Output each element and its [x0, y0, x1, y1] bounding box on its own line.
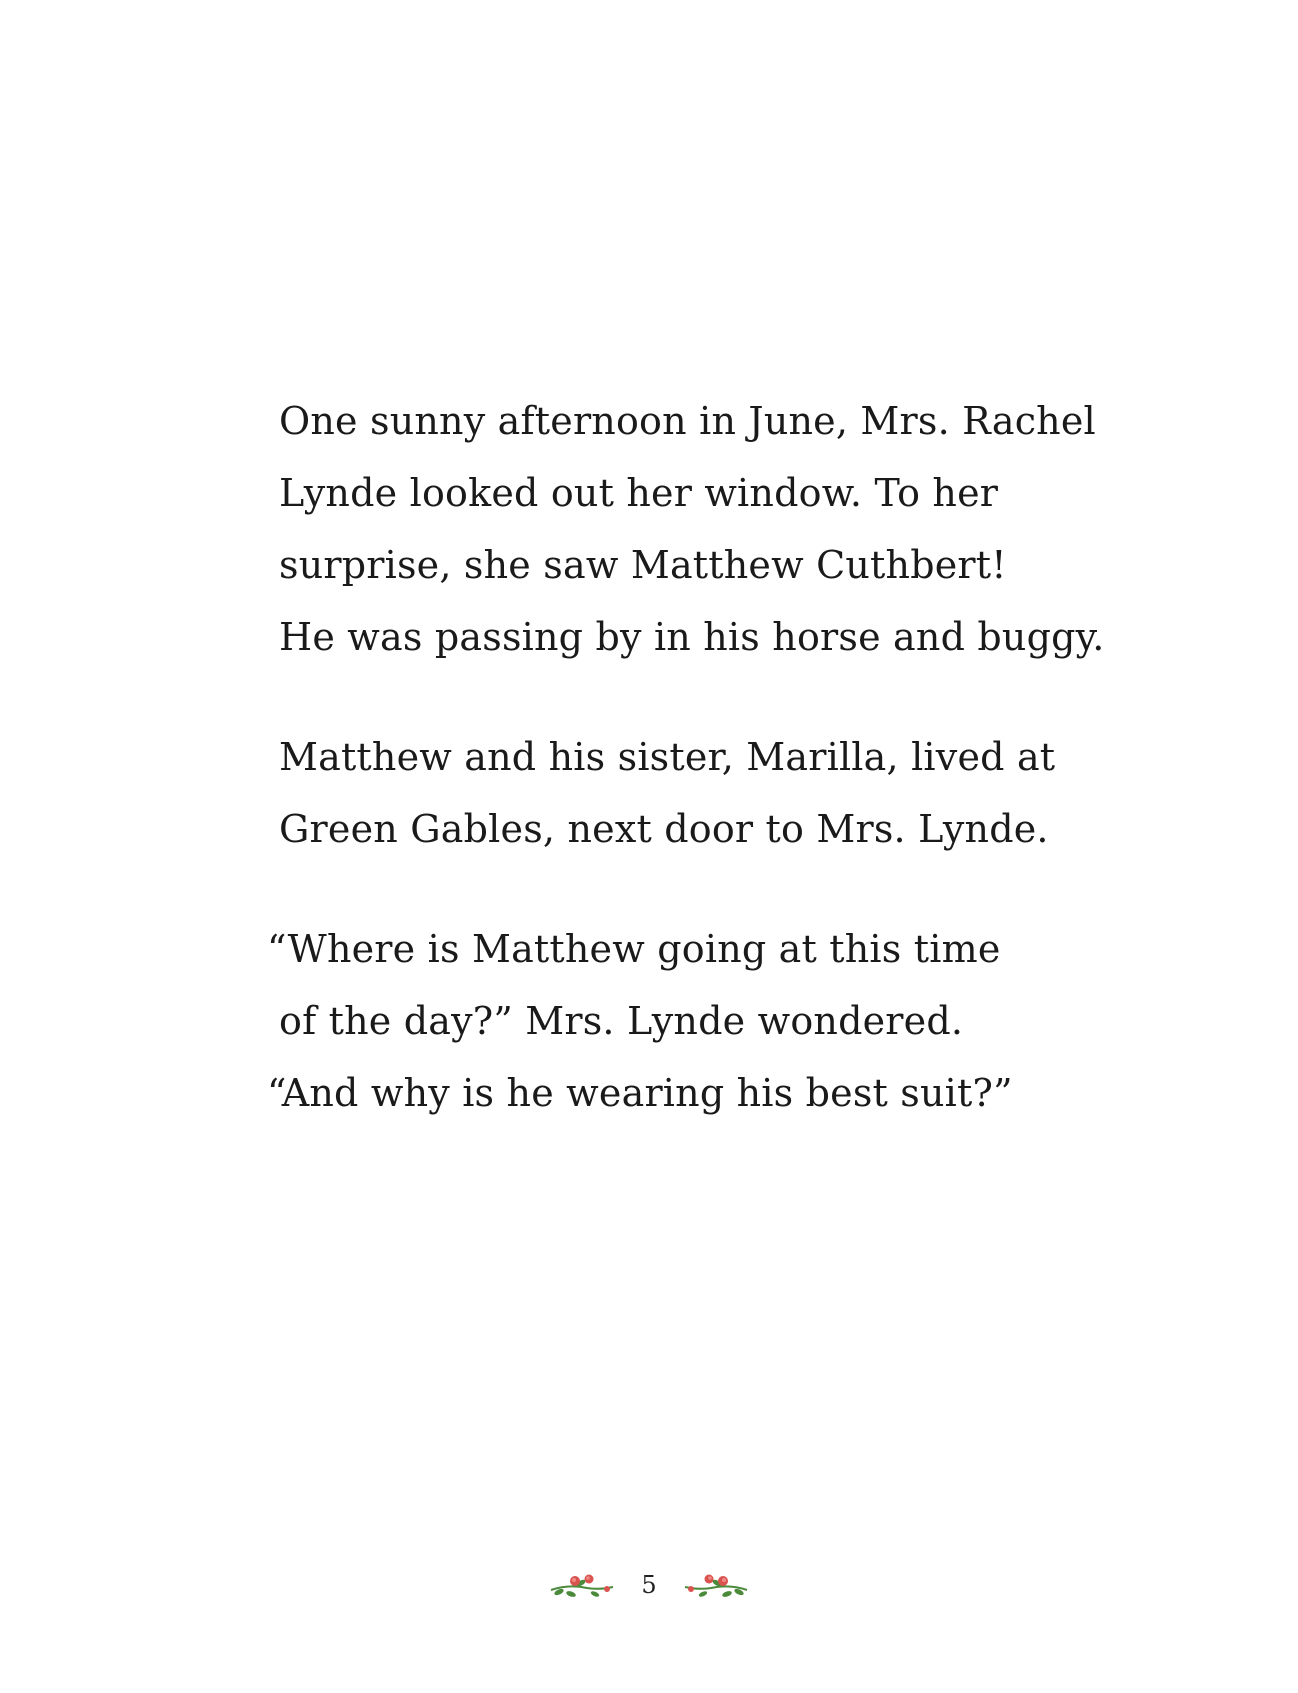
paragraph-3 — [267, 913, 1179, 1129]
paragraph-1 — [279, 385, 1179, 673]
text-line: He was passing by in his horse and buggy. — [279, 615, 1105, 659]
text-line: Lynde looked out her window. To her — [279, 471, 999, 515]
text-line: “And why is he wearing his best suit?” — [267, 1071, 1013, 1115]
text-line: surprise, she saw Matthew Cuthbert! — [279, 543, 1007, 587]
page-number: 5 — [641, 1571, 657, 1599]
rose-sprig-icon — [681, 1570, 751, 1600]
rose-sprig-icon — [547, 1570, 617, 1600]
text-line: of the day?” Mrs. Lynde wondered. — [279, 999, 964, 1043]
text-line: Matthew and his sister, Marilla, lived at — [279, 735, 1056, 779]
paragraph-2 — [279, 721, 1179, 865]
story-text — [267, 385, 1179, 1177]
text-line: Green Gables, next door to Mrs. Lynde. — [279, 807, 1049, 851]
text-line: One sunny afternoon in June, Mrs. Rachel — [279, 399, 1096, 443]
text-line: “Where is Matthew going at this time — [267, 927, 1001, 971]
page-footer — [0, 1565, 1298, 1605]
